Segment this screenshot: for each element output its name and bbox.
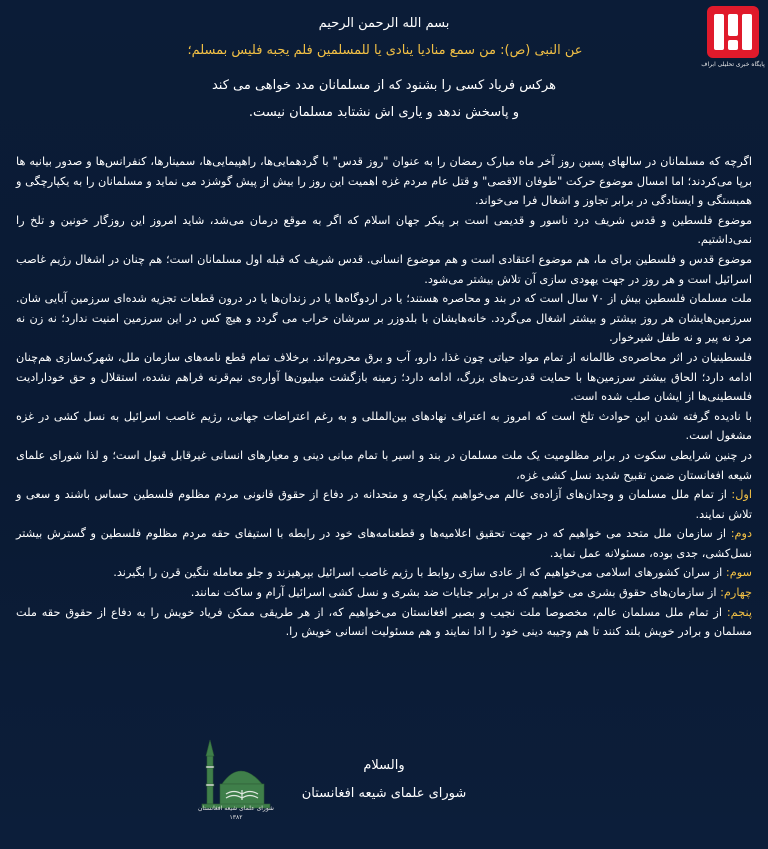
seal-caption-name: شورای علمای شیعه افغانستان (198, 805, 274, 812)
body-paragraph: در چنین شرایطی سکوت در برابر مظلومیت یک ملت مسلمان در بند و اسیر با تمام مبانی دینی و معیارهای انسانی غیرقابل قبول است؛ و لذا شورای علمای شیعه افغانستان ضمن تقبیح شدید نسل کشی غزه، (16, 448, 752, 482)
seal-caption-year: ۱۳۸۲ (229, 814, 243, 821)
demand-item (16, 524, 752, 563)
demand-label: سوم: (725, 566, 752, 580)
demand-label: دوم: (730, 527, 752, 541)
body-paragraph: فلسطینیان در اثر محاصره‌ی ظالمانه از تمام مواد حیاتی چون غذا، دارو، آب و برق محروم‌اند. برخلاف تمام قطع نامه‌های سازمان ملل، شهرک‌سازی هم‌چنان ادامه دارد؛ الحاق بیشتر سرزمین‌ها با حمایت قدرت‌های بزرگ، ادامه دارد؛ زمینه بازگشت میلیون‌ها آواره‌ی نیم‌قرنه فراهم نشده، استقلال و حق خودارادیت فلسطینی‌ها از ایشان صلب شده است. (16, 350, 752, 404)
demand-item (16, 603, 752, 642)
statement-body (16, 152, 752, 642)
demand-label: اول: (731, 488, 752, 502)
hadith-quote: عن النبی (ص): من سمع منادیا ینادی یا للمسلمین فلم یجبه فلیس بمسلم؛ (187, 43, 583, 58)
demand-item (16, 563, 752, 583)
demand-text: از تمام ملل مسلمان و وجدان‌های آزاده‌ی عالم می‌خواهیم یکپارچه و متحدانه در دفاع از حقوق قانونی مردم مظلوم فلسطین حساس باشند و سعی و تلاش نمایند. (16, 488, 752, 521)
demand-text: از سازمان‌های حقوق بشری می خواهیم که در برابر جنایات ضد بشری و نسل کشی اسرائیل آرام و ساکت نمانند. (190, 586, 721, 600)
logo-caption: پایگاه خبری تحلیلی ابراف (701, 61, 765, 68)
seal-caption (196, 804, 276, 822)
demand-label: پنجم: (726, 605, 752, 619)
body-paragraph: با نادیده گرفته شدن این حوادث تلخ است که امروز به اعتراف نهادهای بین‌المللی و به رغم اعتراضات جهانی، رژیم غاصب اسرائیل به نسل کشی در غزه مشغول است. (16, 409, 752, 443)
salutation: والسلام (363, 758, 405, 773)
demand-text: از تمام ملل مسلمان عالم، مخصوصا ملت نجیب و بصیر افغانستان می‌خواهیم که، از هر طریقی ممکن فریاد خویش را به دفاع از حقوق حقه ملت مسلمان و برادر خویش بلند کنند تا هم وجیبه دینی خود را ادا نمایند و هم مسئولیت انسانی خویش را. (16, 605, 752, 639)
hadith-translation-line-2: و پاسخش ندهد و یاری اش نشتابد مسلمان نیست. (248, 105, 520, 120)
logo-mark (707, 6, 759, 58)
demand-text: از سازمان ملل متحد می خواهیم که در جهت تحقیق اعلامیه‌ها و قطعنامه‌های خود در رابطه با استیفای حقه مردم مظلوم فلسطین و گسترش بیشتر نسل‌کشی، جدی بوده، مسئولانه عمل نماید. (16, 527, 752, 560)
closing-block (16, 752, 752, 808)
demand-label: چهارم: (720, 586, 752, 600)
demand-text: از سران کشورهای اسلامی می‌خواهیم که از عادی سازی روابط با رژیم غاصب اسرائیل بپرهیزند و جلو معامله ننگین قرن را بگیرند. (113, 566, 726, 580)
hadith-translation (146, 72, 622, 126)
body-paragraph: اگرچه که مسلمانان در سالهای پسین روز آخر ماه مبارک رمضان را به عنوان "روز قدس" با گردهمایی‌ها، راهپیمایی‌ها، سمینارها، کنفرانس‌ها و صدور بیانیه ها برپا می‌کردند؛ اما امسال موضوع حرکت "طوفان الاقصی" و قتل عام مردم غزه اهمیت این روز را بیش از پیش گوشزد می نماید و مسلمانان را به یکپارچگی و همبستگی و ایستادگی در برابر تجاوز و اشغال فرا می‌خواند. (16, 155, 752, 208)
signature: شورای علمای شیعه افغانستان (301, 786, 467, 801)
hadith-translation-line-1: هرکس فریاد کسی را بشنود که از مسلمانان مدد خواهی می کند (211, 78, 557, 93)
body-paragraph: موضوع فلسطین و قدس شریف درد ناسور و قدیمی است بر پیکر جهان اسلام که اگر به موقع درمان می‌شد، شاید امروز این روزگار خونین و تلخ را نمی‌داشتیم. (16, 213, 752, 247)
bismillah-heading: بسم الله الرحمن الرحیم (318, 16, 450, 31)
demand-item (16, 583, 752, 603)
body-paragraph: موضوع قدس و فلسطین برای ما، هم موضوع اعتقادی است و هم موضوع انسانی. قدس شریف که قبله اول مسلمانان است؛ هم چنان در اشغال رژیم غاصب اسرائیل است و هر روز در جهت یهودی سازی آن تلاش بیشتر می‌شود. (16, 252, 752, 286)
body-paragraph: ملت مسلمان فلسطین بیش از ۷۰ سال است که در بند و محاصره هستند؛ یا در اردوگاه‌ها یا در زندان‌ها یا در درون قطعات تجزیه شده‌ای سرزمین آبایی شان. سرزمین‌هایشان هر روز بیشتر و بیشتر اشغال می‌گردد. خانه‌هایشان با بلدوزر بر سرشان خراب می گردد و هیچ کس در این سرزمین امنیت ندارد؛ نه زن نه مرد نه پیر و نه طفل شیرخوار. (16, 292, 752, 345)
demand-item (16, 485, 752, 524)
